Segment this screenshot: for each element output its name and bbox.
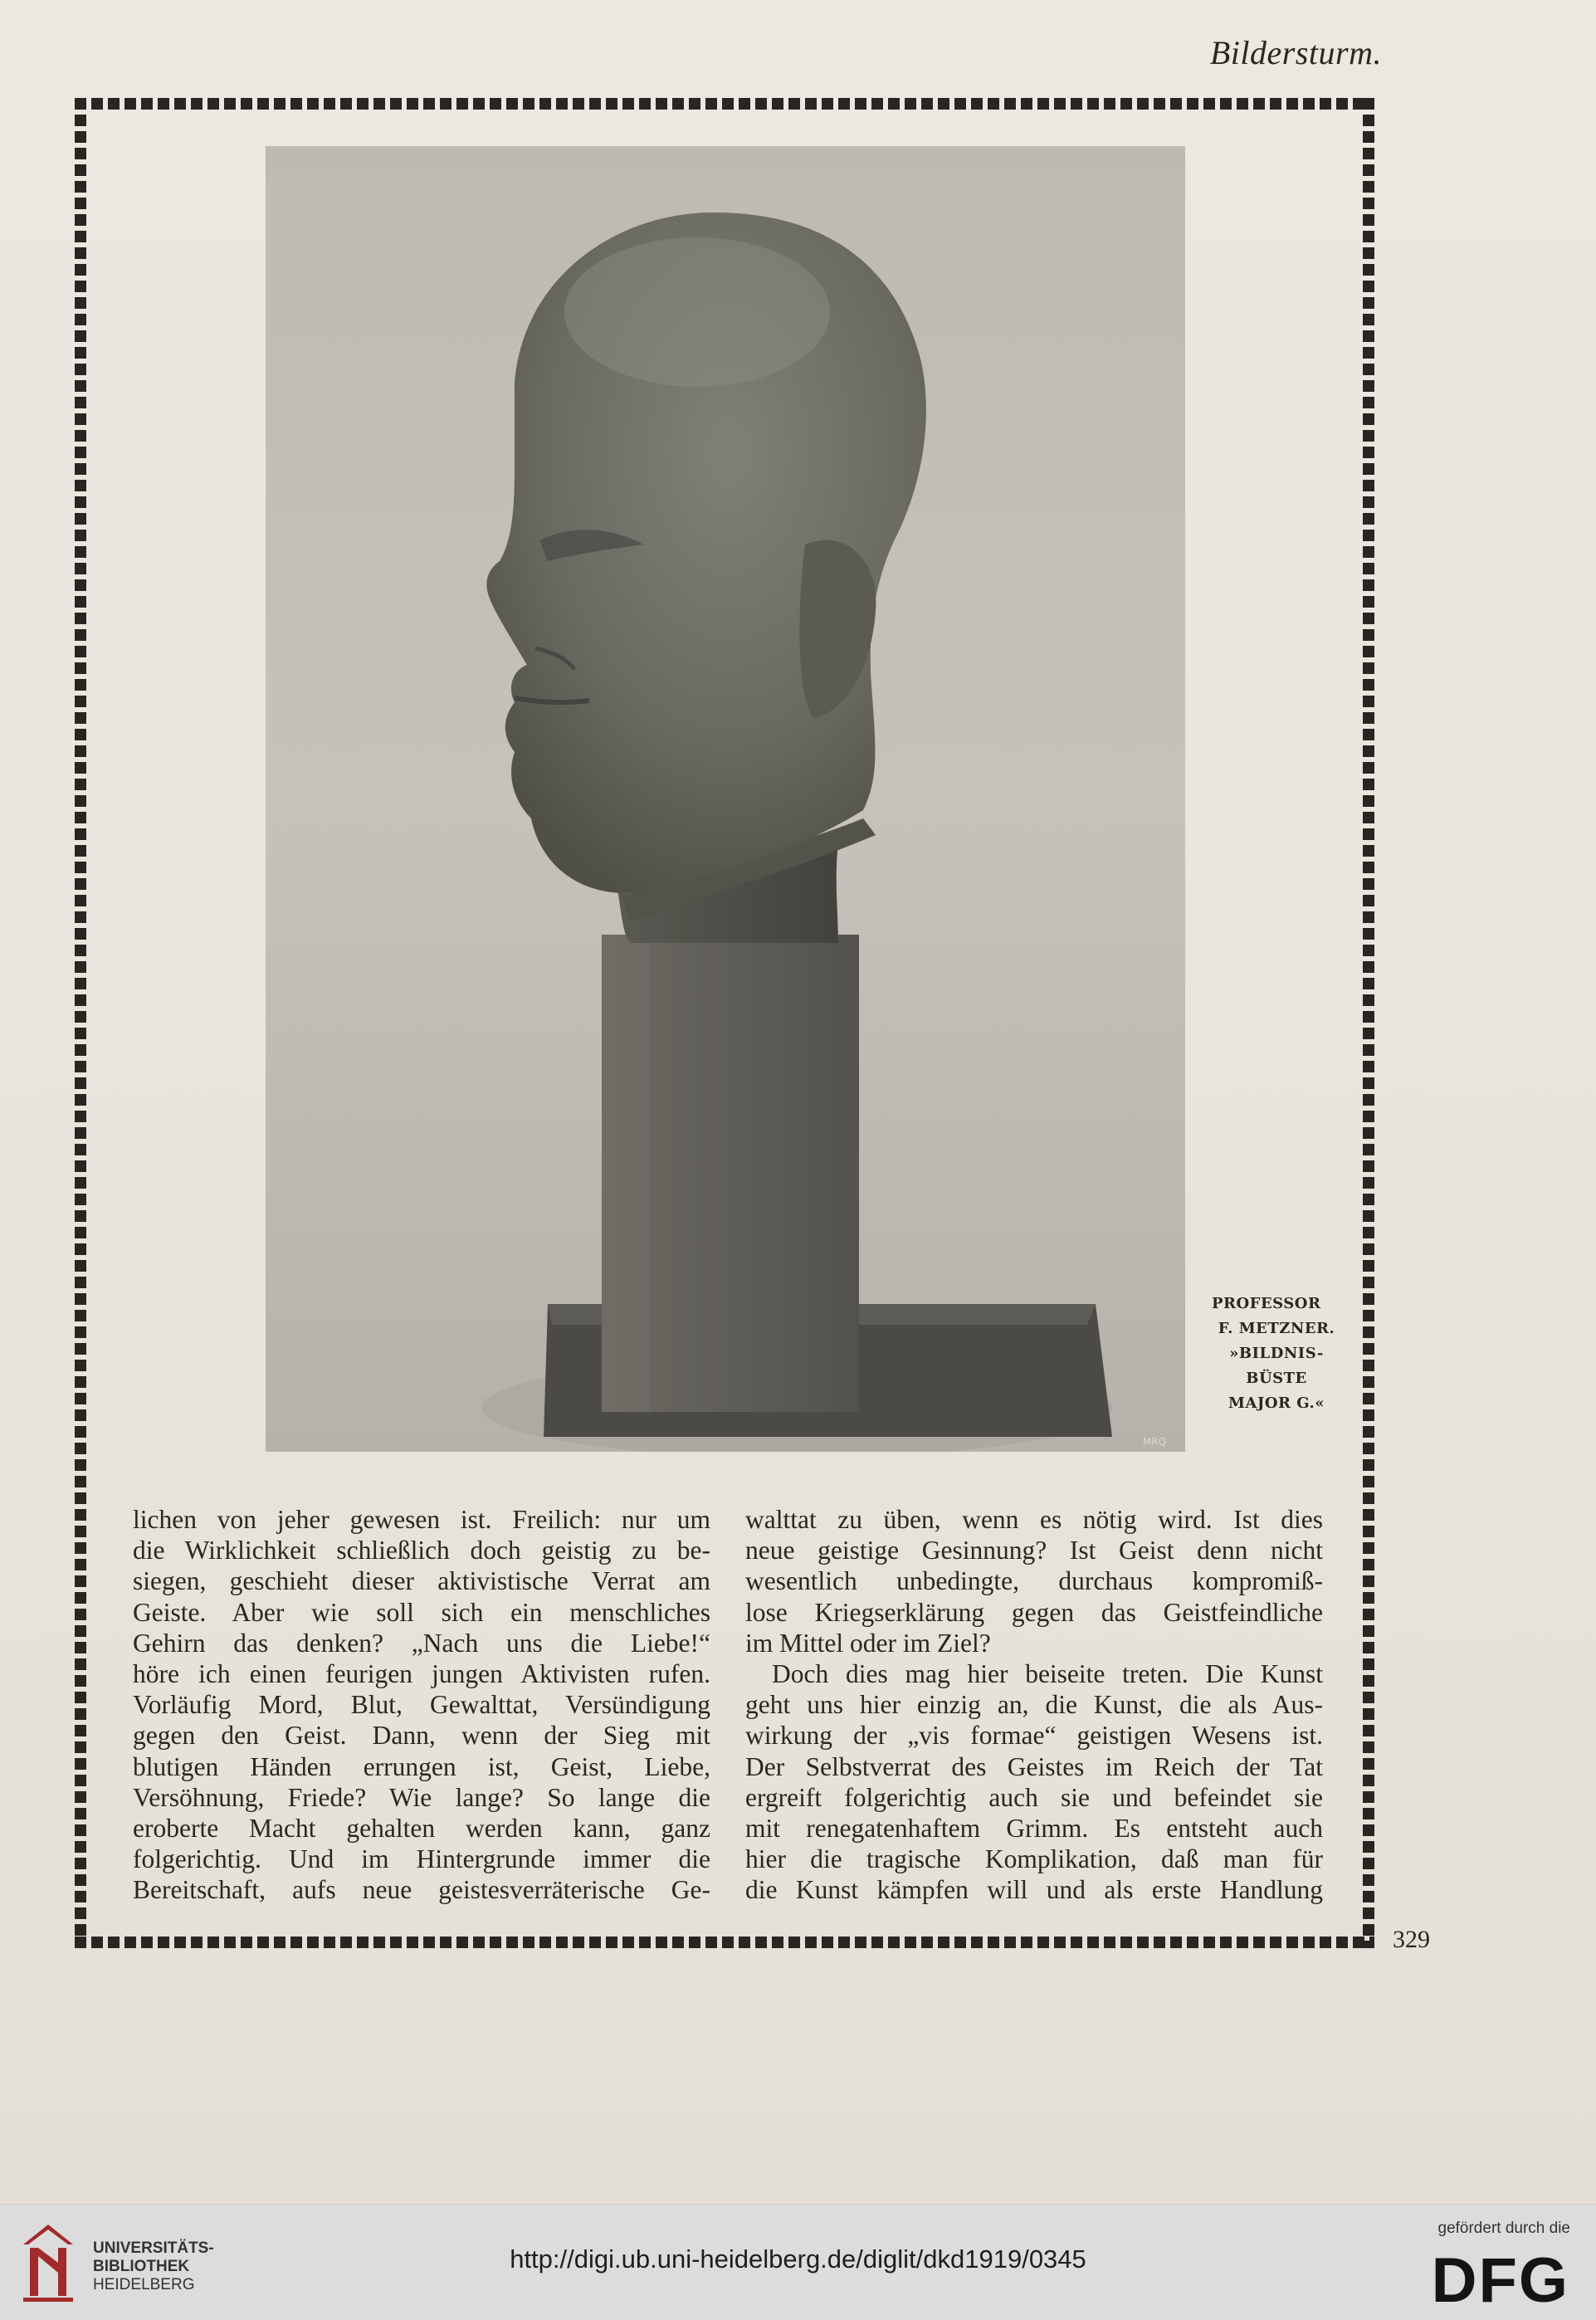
- text-line: walttat zu üben, wenn es nötig wird. Ist dies: [745, 1505, 1323, 1534]
- text-line: lichen von jeher gewesen ist. Freilich: nur um: [133, 1505, 710, 1534]
- text-column-left: [133, 1504, 710, 1906]
- text-line: geht uns hier einzig an, die Kunst, die als Aus-: [745, 1690, 1323, 1720]
- funding-note: gefördert durch die: [1437, 2220, 1570, 2237]
- text-line: eroberte Macht gehalten werden kann, ganz: [133, 1814, 710, 1844]
- text-line: ergreift folgerichtig auch sie und befeindet sie: [745, 1782, 1323, 1812]
- page-number: 329: [1393, 1926, 1430, 1953]
- text-line: die Kunst kämpfen will und als erste Handlung: [745, 1875, 1323, 1905]
- text-line: wirkung der „vis formae“ geistigen Wesens ist.: [745, 1721, 1323, 1751]
- text-line: hier die tragische Komplikation, daß man für: [745, 1844, 1323, 1874]
- caption-line-5: MAJOR G.«: [1228, 1394, 1325, 1412]
- text-column-right: [745, 1504, 1323, 1906]
- border-left: [75, 98, 86, 1948]
- permalink-url[interactable]: http://digi.ub.uni-heidelberg.de/diglit/dkd1919/0345: [510, 2244, 1086, 2274]
- text-line: siegen, geschieht dieser aktivistische Verrat am: [133, 1566, 710, 1596]
- text-line: gegen den Geist. Dann, wenn der Sieg mit: [133, 1721, 710, 1751]
- text-line: höre ich einen feurigen jungen Aktivisten rufen.: [133, 1659, 710, 1689]
- text-line: die Wirklichkeit schließlich doch geistig zu be-: [133, 1536, 710, 1565]
- text-line: Gehirn das denken? „Nach uns die Liebe!“: [133, 1628, 710, 1658]
- border-right: [1363, 98, 1374, 1948]
- caption-line-1: PROFESSOR: [1212, 1295, 1321, 1312]
- text-line: folgerichtig. Und im Hintergrunde immer die: [133, 1844, 710, 1874]
- text-line: Doch dies mag hier beiseite treten. Die Kunst: [772, 1659, 1323, 1689]
- photographer-signature: MRQ: [1142, 1436, 1166, 1448]
- border-bottom: [75, 1937, 1374, 1948]
- photo-caption: [1193, 1292, 1359, 1416]
- text-line: lose Kriegserklärung gegen das Geistfeindliche: [745, 1597, 1323, 1627]
- caption-line-3: »BILDNIS-: [1229, 1345, 1324, 1362]
- text-line: wesentlich unbedingte, durchaus kompromiß-: [745, 1566, 1323, 1596]
- text-line: mit renegatenhaftem Grimm. Es entsteht auch: [745, 1814, 1323, 1844]
- text-line: neue geistige Gesinnung? Ist Geist denn nicht: [745, 1536, 1323, 1565]
- border-top: [75, 98, 1374, 110]
- text-line: Der Selbstverrat des Geistes im Reich der Tat: [745, 1751, 1323, 1781]
- digital-library-footer: [0, 2204, 1596, 2320]
- text-line: Vorläufig Mord, Blut, Gewalttat, Versündigung: [133, 1690, 710, 1720]
- university-library-name: UNIVERSITÄTS- BIBLIOTHEK HEIDELBERG: [93, 2239, 214, 2293]
- caption-line-4: BÜSTE: [1246, 1370, 1307, 1387]
- text-line: Bereitschaft, aufs neue geistesverräterische Ge-: [133, 1875, 710, 1905]
- dfg-logo[interactable]: DFG: [1431, 2245, 1569, 2316]
- bust-photograph: [266, 146, 1185, 1452]
- running-head: Bildersturm.: [1209, 34, 1382, 71]
- caption-line-2: F. METZNER.: [1218, 1320, 1335, 1337]
- text-line: Geiste. Aber wie soll sich ein menschliches: [133, 1597, 710, 1627]
- text-line: Versöhnung, Friede? Wie lange? So lange die: [133, 1782, 710, 1812]
- text-line: blutigen Händen errungen ist, Geist, Liebe,: [133, 1751, 710, 1781]
- text-line: im Mittel oder im Ziel?: [745, 1628, 991, 1658]
